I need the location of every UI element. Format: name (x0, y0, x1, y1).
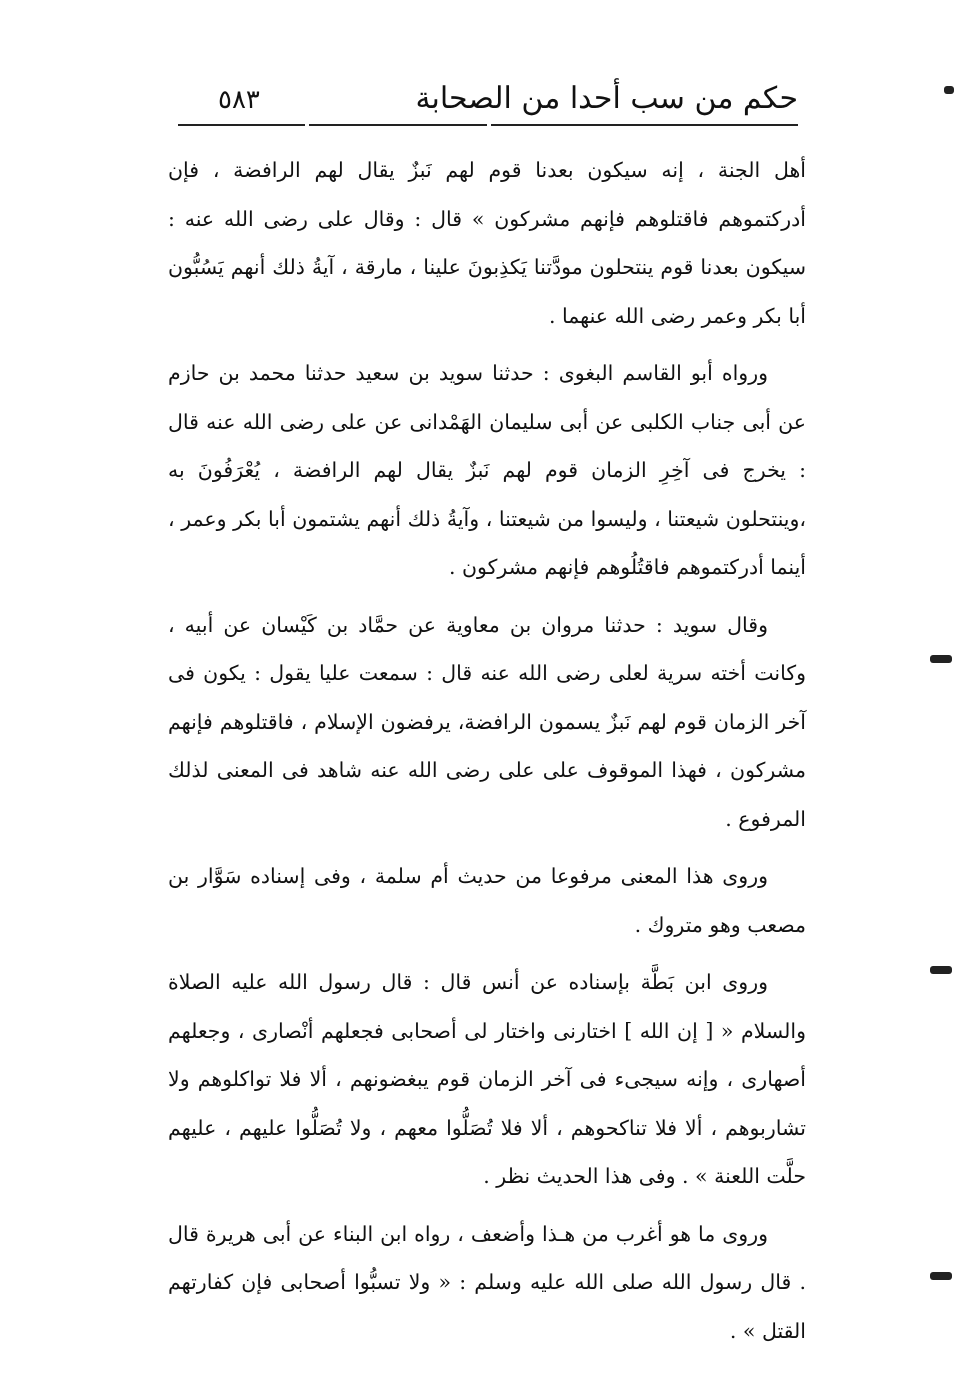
scan-margin-mark (930, 966, 952, 974)
paragraph: وروى ابن بَطَّة بإسناده عن أنس قال : قال رسول الله عليه الصلاة والسلام « [ إن الله ] اختارنى واختار لى أصحابى فجعلهم أنْصارى ، وجعلهم أصهارى ، وإنه سيجىء فى آخر الزمان قوم يبغضونهم ، ألا فلا تواكلوهم ولا تشاربوهم ، ألا فلا تناكحوهم ، ألا فلا تُصَلُّوا معهم ، ولا تُصَلُّوا عليهم ، عليهم حلَّت اللعنة » . وفى هذا الحديث نظر . (168, 970, 806, 1188)
paragraph: ورواه أبو القاسم البغوى : حدثنا سويد بن سعيد حدثنا محمد بن حازم عن أبى جناب الكلبى عن أبى سليمان الهَمْدانى عن على رضى الله عنه قال : يخرج فى آخِرِ الزمان قوم لهم نَبزٌ يقال لهم الرافضة ، يُعْرَفُونَ به ،وينتحلون شيعتنا ، وليسوا من شيعتنا ، وآيةُ ذلك أنهم يشتمون أبا بكر وعمر ، أينما أدركتموهم فاقتُلُوهم فإنهم مشركون . (168, 361, 806, 579)
scan-margin-mark (930, 1272, 952, 1280)
header-rule-gap (305, 124, 309, 127)
paragraph: وروى ما هو أغرب من هـذا وأضعف ، رواه ابن البناء عن أبى هريرة قال . قال رسول الله صلى الله عليه وسلم : « ولا تسبُّوا أصحابى فإن كفارتهم القتل » . (168, 1221, 806, 1343)
page-number: ٥٨٣ (218, 85, 260, 115)
running-title: حكم من سب أحدا من الصحابة (415, 81, 798, 116)
page-header (178, 72, 798, 122)
paragraph: وقال سويد : حدثنا مروان بن معاوية عن حمَّاد بن كَيْسان عن أبيه ، وكانت أخته سرية لعلى رضى الله عنه قال : سمعت عليا يقول : يكون فى آخر الزمان قوم لهم نَبزٌ يسمون الرافضة، يرفضون الإسلام ، فاقتلوهم فإنهم مشركون ، فهذا الموقوف على على رضى الله عنه شاهد فى المعنى لذلك المرفوع . (168, 612, 806, 831)
header-rule-gap (487, 124, 491, 127)
body-text (168, 146, 806, 1364)
paragraph: أهل الجنة ، إنه سيكون بعدنا قوم لهم نَبزٌ يقال لهم الرافضة ، فإن أدركتموهم فاقتلوهم فإنهم مشركون » قال : وقال على رضى الله عنه : سيكون بعدنا قوم ينتحلون مودَّتنا يَكذِبونَ علينا ، مارقة ، آيةُ ذلك أنهم يَسُبُّون أبا بكر وعمر رضى الله عنهما . (168, 158, 806, 328)
scan-margin-mark (930, 655, 952, 663)
scan-margin-mark (944, 86, 954, 94)
paragraph: وروى هذا المعنى مرفوعا من حديث أم سلمة ، وفى إسناده سَوَّار بن مصعب وهو متروك . (168, 864, 806, 937)
